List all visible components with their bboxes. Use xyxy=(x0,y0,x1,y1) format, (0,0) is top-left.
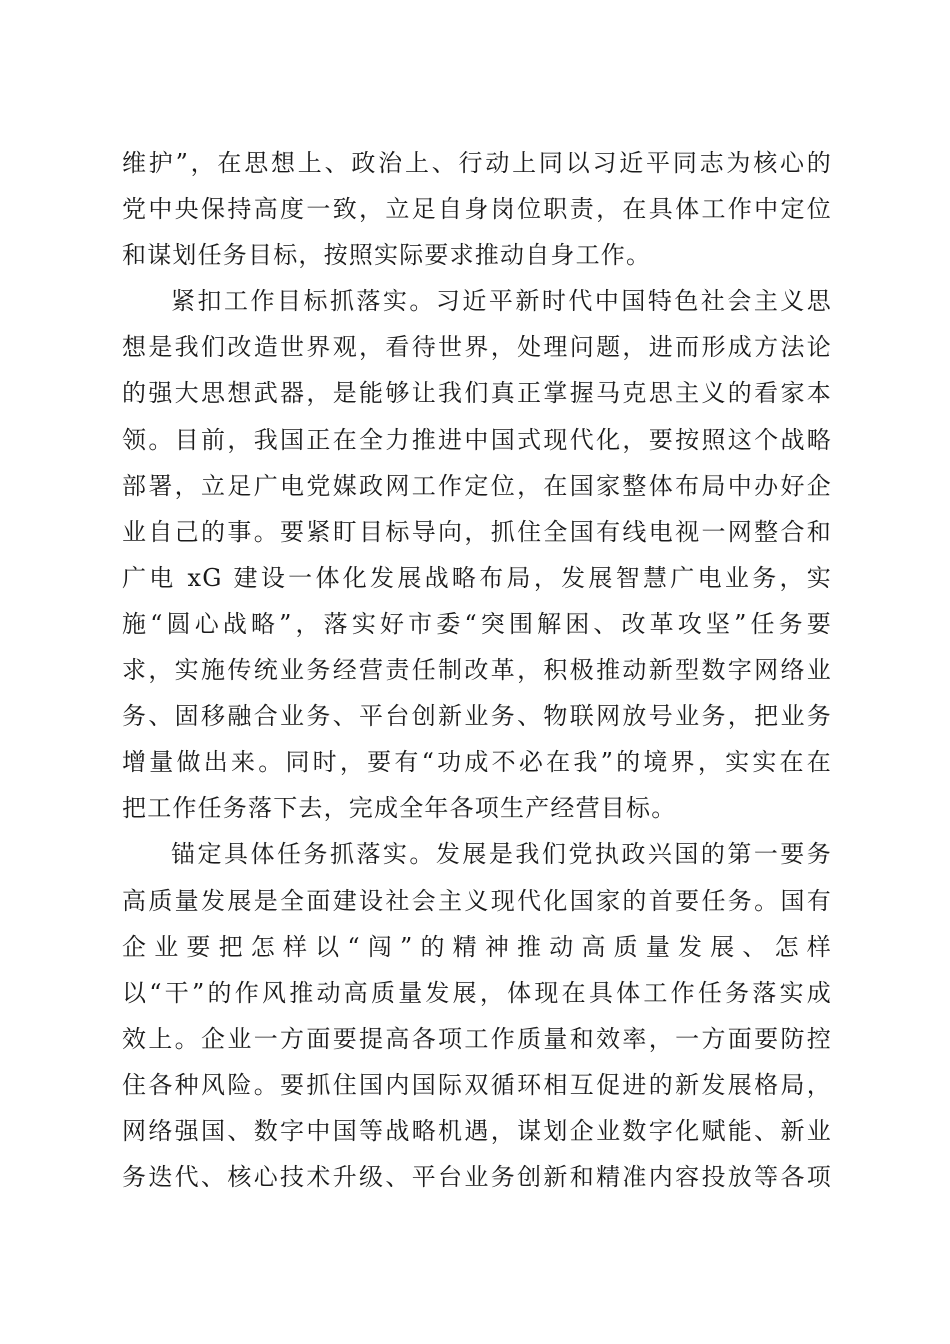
text-line: 和谋划任务目标，按照实际要求推动自身工作。 xyxy=(122,241,652,270)
text-line: 把工作任务落下去，完成全年各项生产经营目标。 xyxy=(122,794,677,823)
text-line: 领。目前，我国正在全力推进中国式现代化，要按照这个战略 xyxy=(122,425,832,454)
text-line: 党中央保持高度一致，立足自身岗位职责，在具体工作中定位 xyxy=(122,195,832,224)
paragraph-start-line: 锚定具体任务抓落实。发展是我们党执政兴国的第一要务 xyxy=(171,840,832,869)
text-line: 住各种风险。要抓住国内国际双循环相互促进的新发展格局， xyxy=(122,1070,832,1099)
text-line: 维护”，在思想上、政治上、行动上同以习近平同志为核心的 xyxy=(122,149,832,177)
text-line: 广电 xG 建设一体化发展战略布局，发展智慧广电业务，实 xyxy=(122,563,832,592)
text-line: 想是我们改造世界观，看待世界，处理问题，进而形成方法论 xyxy=(122,333,832,362)
text-line: 务、固移融合业务、平台创新业务、物联网放号业务，把业务 xyxy=(122,702,832,731)
text-line: 以“干”的作风推动高质量发展，体现在具体工作任务落实成 xyxy=(122,978,832,1007)
text-line: 求，实施传统业务经营责任制改革，积极推动新型数字网络业 xyxy=(122,656,832,685)
text-line: 的强大思想武器，是能够让我们真正掌握马克思主义的看家本 xyxy=(122,379,832,408)
text-line: 务迭代、核心技术升级、平台业务创新和精准内容投放等各项 xyxy=(122,1163,832,1192)
text-line: 高质量发展是全面建设社会主义现代化国家的首要任务。国有 xyxy=(122,886,832,915)
text-line: 增量做出来。同时，要有“功成不必在我”的境界，实实在在 xyxy=(122,748,832,777)
text-line: 部署，立足广电党媒政网工作定位，在国家整体布局中办好企 xyxy=(122,471,832,500)
text-line: 效上。企业一方面要提高各项工作质量和效率，一方面要防控 xyxy=(122,1024,832,1053)
document-body xyxy=(122,140,832,1200)
text-line: 业自己的事。要紧盯目标导向，抓住全国有线电视一网整合和 xyxy=(122,517,832,546)
text-line: 网络强国、数字中国等战略机遇，谋划企业数字化赋能、新业 xyxy=(122,1116,832,1145)
text-line: 企业要把怎样以“闯”的精神推动高质量发展、怎样 xyxy=(122,932,832,961)
paragraph-start-line: 紧扣工作目标抓落实。习近平新时代中国特色社会主义思 xyxy=(171,287,832,316)
text-line: 施“圆心战略”，落实好市委“突围解困、改革攻坚”任务要 xyxy=(122,609,832,638)
